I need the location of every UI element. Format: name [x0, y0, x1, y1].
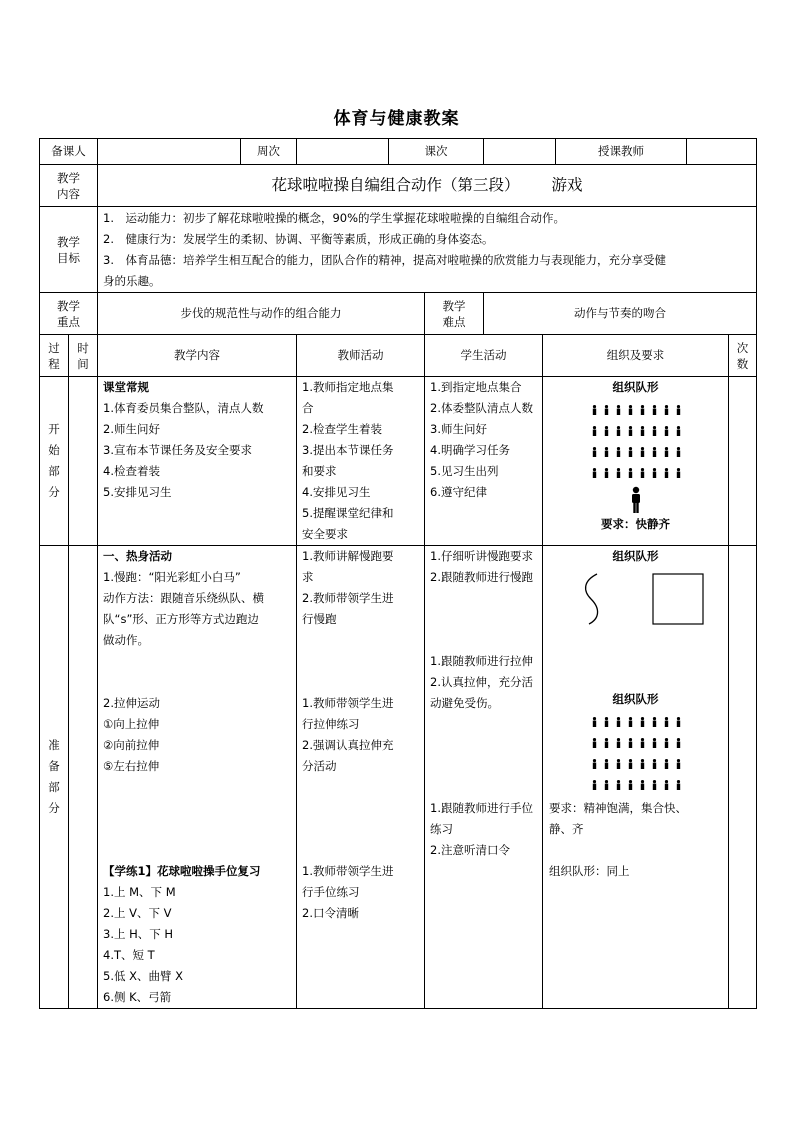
- student-figure-icon: [676, 717, 679, 727]
- goal-item: 身的乐趣。: [103, 273, 161, 288]
- student-figure-icon: [616, 717, 619, 727]
- col-organization: 组织及要求: [543, 335, 729, 377]
- square-route-icon: [653, 574, 703, 624]
- student-figure-icon: [652, 759, 655, 769]
- student-figure-icon: [652, 468, 655, 478]
- student-figure-icon: [676, 426, 679, 436]
- start-count: [729, 377, 757, 546]
- start-organization: 组织队形 要求：快静齐: [543, 377, 729, 546]
- student-figure-icon: [628, 426, 631, 436]
- goals-list: [98, 207, 757, 293]
- student-figure-icon: [628, 405, 631, 415]
- content-label: 教学 内容: [40, 165, 98, 207]
- prep-teacher-activity: 1.教师讲解慢跑要 求 2.教师带领学生进 行慢跑 1.教师带领学生进 行拉伸练习 2.强调认真拉伸充 分活动 1.教师带领学生进 行手位练习 2.口令清晰: [297, 546, 425, 1009]
- student-figure-icon: [592, 447, 595, 457]
- student-figure-icon: [664, 447, 667, 457]
- prep-organization: 组织队形 组织队形 要求：精神饱满，集合快、 静、齐 组织队形：同上: [543, 546, 729, 1009]
- student-figure-icon: [640, 426, 643, 436]
- document-title: 体育与健康教案: [333, 109, 460, 129]
- lesson-topic-extra: 游戏: [551, 176, 583, 194]
- student-figure-icon: [592, 468, 595, 478]
- student-figure-icon: [604, 426, 607, 436]
- col-student: 学生活动: [425, 335, 543, 377]
- student-figure-icon: [664, 759, 667, 769]
- student-figure-icon: [592, 759, 595, 769]
- col-time: 时 间: [69, 335, 98, 377]
- prep-count: [729, 546, 757, 1009]
- preparer-label: 备课人: [40, 139, 98, 165]
- student-figure-icon: [652, 447, 655, 457]
- start-teacher-activity: 1.教师指定地点集 合 2.检查学生着装 3.提出本节课任务 和要求 4.安排见习生 5.提醒课堂纪律和 安全要求: [297, 377, 425, 546]
- teacher-label: 授课教师: [556, 139, 687, 165]
- student-figure-icon: [604, 717, 607, 727]
- teacher-value[interactable]: [687, 139, 757, 165]
- student-figure-icon: [616, 405, 619, 415]
- student-figure-icon: [604, 738, 607, 748]
- col-teacher: 教师活动: [297, 335, 425, 377]
- student-figure-icon: [640, 405, 643, 415]
- student-figure-icon: [616, 447, 619, 457]
- student-figure-icon: [664, 717, 667, 727]
- student-figure-icon: [628, 447, 631, 457]
- col-count: 次 数: [729, 335, 757, 377]
- student-figure-icon: [616, 468, 619, 478]
- goal-item: 2. 健康行为：发展学生的柔韧、协调、平衡等素质，形成正确的身体姿态。: [103, 231, 494, 246]
- key-point-value: 步伐的规范性与动作的组合能力: [98, 293, 425, 335]
- student-figure-icon: [592, 738, 595, 748]
- prep-phase-label: 准 备 部 分: [40, 546, 69, 1009]
- week-value[interactable]: [297, 139, 389, 165]
- student-figure-icon: [676, 738, 679, 748]
- start-phase-label: 开 始 部 分: [40, 377, 69, 546]
- lesson-label: 课次: [389, 139, 484, 165]
- student-figure-icon: [676, 405, 679, 415]
- student-figure-icon: [664, 405, 667, 415]
- difficult-point-value: 动作与节奏的吻合: [484, 293, 757, 335]
- formation-diagram-prep: [586, 714, 686, 798]
- student-figure-icon: [616, 780, 619, 790]
- student-figure-icon: [592, 717, 595, 727]
- student-figure-icon: [640, 780, 643, 790]
- student-figure-icon: [604, 468, 607, 478]
- student-figure-icon: [628, 717, 631, 727]
- prep-student-activity: 1.仔细听讲慢跑要求 2.跟随教师进行慢跑 1.跟随教师进行拉伸 2.认真拉伸，充分活 动避免受伤。 1.跟随教师进行手位 练习 2.注意听清口令: [425, 546, 543, 1009]
- s-curve-route-icon: [585, 574, 597, 624]
- student-figure-icon: [628, 468, 631, 478]
- student-figure-icon: [664, 780, 667, 790]
- student-figure-icon: [616, 738, 619, 748]
- lesson-value[interactable]: [484, 139, 556, 165]
- prep-requirement: 要求：精神饱满，集合快、: [549, 801, 687, 815]
- teacher-figure-icon: [586, 486, 686, 514]
- student-figure-icon: [652, 405, 655, 415]
- goal-item: 1. 运动能力：初步了解花球啦啦操的概念，90%的学生掌握花球啦啦操的自编组合动作。: [103, 210, 566, 225]
- student-figure-icon: [640, 717, 643, 727]
- student-figure-icon: [628, 780, 631, 790]
- student-figure-icon: [664, 468, 667, 478]
- preparer-value[interactable]: [98, 139, 241, 165]
- student-figure-icon: [628, 738, 631, 748]
- student-figure-icon: [592, 405, 595, 415]
- key-point-label: 教学 重点: [40, 293, 98, 335]
- prep-content: 一、热身活动 1.慢跑：“阳光彩虹小白马” 动作方法：跟随音乐绕纵队、横 队“s”形、正方形等方式边跑边 做动作。 2.拉伸运动 ①向上拉伸 ②向前拉伸 ⑤左右拉伸 【学练1】花球啦啦操手位复习 1.上 M、下 M 2.上 V、下 V 3.上 H、下 H 4.T、短 T 5.低 X、曲臂 X 6.侧 K、弓箭: [98, 546, 297, 1009]
- prep-organization-same: 组织队形：同上: [549, 864, 630, 878]
- student-figure-icon: [592, 780, 595, 790]
- start-student-activity: 1.到指定地点集合 2.体委整队清点人数 3.师生问好 4.明确学习任务 5.见习生出列 6.遵守纪律: [425, 377, 543, 546]
- student-figure-icon: [604, 780, 607, 790]
- student-figure-icon: [628, 759, 631, 769]
- formation-diagram-start: [586, 402, 686, 486]
- student-figure-icon: [664, 738, 667, 748]
- col-content: 教学内容: [98, 335, 297, 377]
- start-requirement: 要求：快静齐: [601, 517, 670, 531]
- student-figure-icon: [604, 405, 607, 415]
- student-figure-icon: [652, 738, 655, 748]
- week-label: 周次: [241, 139, 297, 165]
- difficult-point-label: 教学 难点: [425, 293, 484, 335]
- goals-label: 教学 目标: [40, 207, 98, 293]
- lesson-topic: [98, 165, 757, 207]
- student-figure-icon: [640, 468, 643, 478]
- student-figure-icon: [676, 447, 679, 457]
- student-figure-icon: [616, 759, 619, 769]
- student-figure-icon: [652, 717, 655, 727]
- student-figure-icon: [616, 426, 619, 436]
- running-route-diagram: [561, 569, 711, 639]
- student-figure-icon: [676, 759, 679, 769]
- student-figure-icon: [652, 426, 655, 436]
- goal-item: 3. 体育品德：培养学生相互配合的能力，团队合作的精神，提高对啦啦操的欣赏能力与表现能力，充分享受健: [103, 252, 666, 267]
- student-figure-icon: [676, 468, 679, 478]
- student-figure-icon: [604, 759, 607, 769]
- student-figure-icon: [640, 447, 643, 457]
- prep-time: [69, 546, 98, 1009]
- student-figure-icon: [664, 426, 667, 436]
- student-figure-icon: [640, 759, 643, 769]
- start-content: 课堂常规 1.体育委员集合整队，清点人数 2.师生问好 3.宣布本节课任务及安全要求 4.检查着装 5.安排见习生: [98, 377, 297, 546]
- start-time: [69, 377, 98, 546]
- student-figure-icon: [592, 426, 595, 436]
- student-figure-icon: [640, 738, 643, 748]
- col-process: 过 程: [40, 335, 69, 377]
- lesson-plan-table: [39, 138, 757, 1009]
- student-figure-icon: [676, 780, 679, 790]
- student-figure-icon: [652, 780, 655, 790]
- student-figure-icon: [604, 447, 607, 457]
- lesson-topic-title: 花球啦啦操自编组合动作（第三段）: [271, 176, 520, 194]
